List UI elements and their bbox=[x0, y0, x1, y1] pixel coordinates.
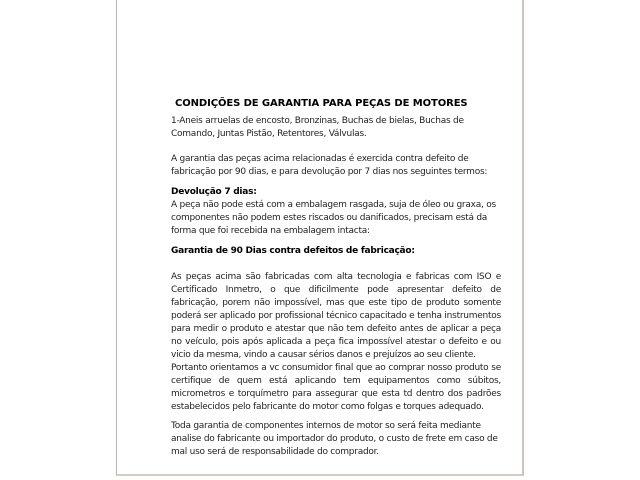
devolution-paragraph: A peça não pode está com a embalagem rasgada, suja de óleo ou graxa, os componentes não podem estes riscados ou danificados, precisam está da forma que foi recebida na embalagem intacta: bbox=[171, 200, 496, 236]
warranty-90-days-paragraph-1: As peças acima são fabricadas com alta tecnologia e fabricas com ISO e Certificado Inmetro, o que dificilmente pode apresentar defeito de fabricação, porem não impossível, mas que este tipo de produto somente poderá ser aplicado por profissional técnico capacitado e tenha instrumentos para medir o produto e atestar que não tem defeito antes de aplicar a peça no veículo, pois após aplicada a peça fica impossível atestar o defeito e ou vicio da mesma, vindo a causar sérios danos e prejuízos ao seu cliente. bbox=[171, 272, 501, 360]
warranty-90-days-paragraph-2: Portanto orientamos a vc consumidor final que ao comprar nosso produto se certifique de quem está aplicando tem equipamentos como súbitos, micrometros e torquímetro para assegurar que esta td dentro dos padrões estabelecidos pelo fabricante do motor como folgas e torques adequado. bbox=[171, 363, 501, 412]
warranty-90-days-heading: Garantia de 90 Dias contra defeitos de fabricação: bbox=[171, 246, 415, 256]
parts-list-paragraph: 1-Aneis arruelas de encosto, Bronzinas, Buchas de bielas, Buchas de Comando, Juntas Pistão, Retentores, Válvulas. bbox=[171, 116, 464, 139]
page-content bbox=[171, 97, 501, 459]
document-title: CONDIÇÕES DE GARANTIA PARA PEÇAS DE MOTORES bbox=[175, 98, 468, 109]
devolution-heading: Devolução 7 dias: bbox=[171, 187, 257, 197]
warranty-summary-paragraph: A garantia das peças acima relacionadas é exercida contra defeito de fabricação por 90 dias, e para devolução por 7 dias nos seguintes termos: bbox=[171, 154, 488, 177]
final-note-paragraph: Toda garantia de componentes internos de motor so será feita mediante analise do fabricante ou importador do produto, o custo de frete em caso de mal uso será de responsabilidade do comprador. bbox=[171, 421, 498, 457]
document-page bbox=[116, 0, 524, 476]
